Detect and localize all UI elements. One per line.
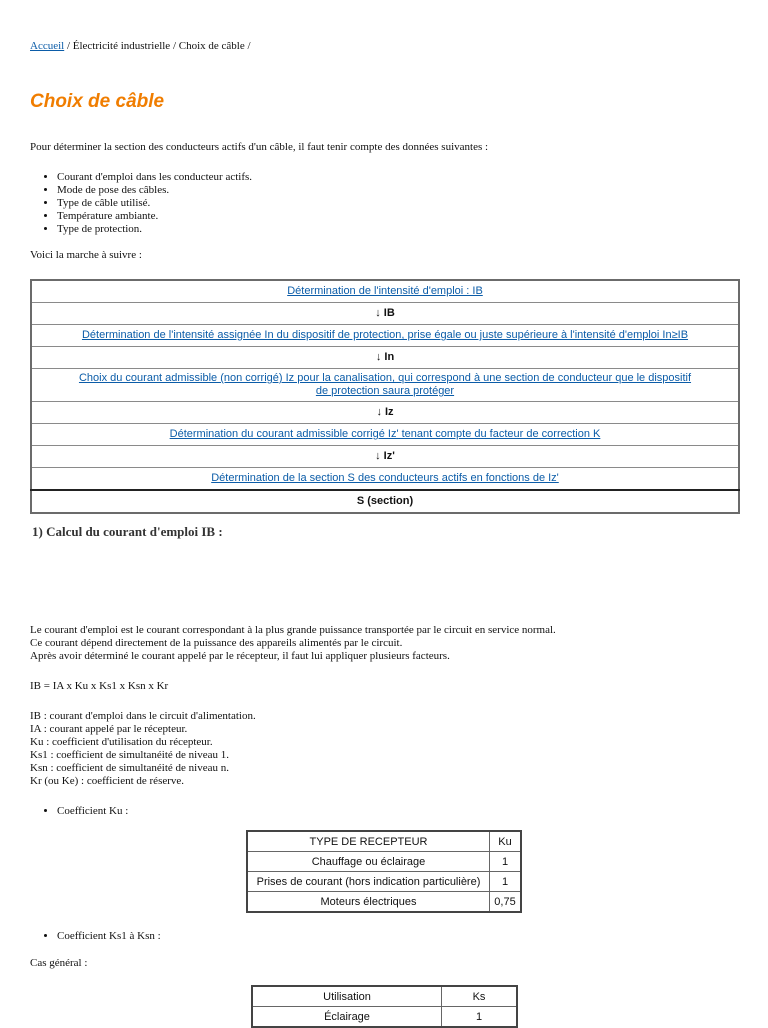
breadcrumb	[30, 40, 251, 52]
steps-table	[30, 279, 740, 514]
ku-table	[246, 830, 522, 913]
ks-bullet	[30, 930, 161, 942]
list-item: • Coefficient Ku :	[57, 805, 128, 817]
list-item: • Type de protection.	[57, 223, 252, 236]
list-item: • Mode de pose des câbles.	[57, 184, 252, 197]
table-row	[247, 872, 521, 892]
step-link-iz-corrected[interactable]: Détermination du courant admissible corrigé Iz' tenant compte du facteur de correction K	[31, 424, 739, 446]
cas-general-label: Cas général :	[30, 957, 88, 969]
step-link-in[interactable]: Détermination de l'intensité assignée In du dispositif de protection, prise égale ou juste supérieure à l'intensité d'emploi In≥IB	[31, 325, 739, 347]
ks-table	[251, 985, 518, 1028]
table-header: Ks	[442, 986, 518, 1007]
ib-description	[30, 624, 556, 663]
paragraph-line: Après avoir déterminé le courant appelé par le récepteur, il faut lui appliquer plusieurs facteurs.	[30, 650, 450, 662]
ib-formula: IB = IA x Ku x Ks1 x Ksn x Kr	[30, 680, 169, 692]
definition-line: Ku : coefficient d'utilisation du récepteur.	[30, 736, 213, 748]
table-header-row	[252, 986, 517, 1007]
breadcrumb-home-link[interactable]: Accueil	[30, 40, 65, 52]
formula-definitions	[30, 710, 256, 788]
step-arrow-iz-prime: ↓ Iz'	[31, 446, 739, 468]
table-cell: 1	[442, 1007, 518, 1028]
paragraph-line: Ce courant dépend directement de la puissance des appareils alimentés par le circuit.	[30, 637, 403, 649]
table-row	[247, 852, 521, 872]
definition-line: IB : courant d'emploi dans le circuit d'alimentation.	[30, 710, 256, 722]
table-cell: 0,75	[490, 892, 522, 913]
definition-line: Ksn : coefficient de simultanéité de niveau n.	[30, 762, 229, 774]
step-arrow-in: ↓ In	[31, 347, 739, 369]
table-cell: 1	[490, 872, 522, 892]
list-item: • Courant d'emploi dans les conducteur actifs.	[57, 171, 252, 184]
table-cell: 1	[490, 852, 522, 872]
table-cell: Moteurs électriques	[247, 892, 490, 913]
table-header: TYPE DE RECEPTEUR	[247, 831, 490, 852]
definition-line: IA : courant appelé par le récepteur.	[30, 723, 188, 735]
list-item: • Température ambiante.	[57, 210, 252, 223]
factors-list	[30, 171, 252, 236]
step-arrow-iz: ↓ Iz	[31, 402, 739, 424]
table-cell: Éclairage	[252, 1007, 442, 1028]
section-heading-ib: 1) Calcul du courant d'emploi IB :	[32, 524, 223, 539]
table-header: Utilisation	[252, 986, 442, 1007]
breadcrumb-path: / Électricité industrielle / Choix de câble /	[64, 40, 251, 52]
table-row	[247, 892, 521, 913]
table-header: Ku	[490, 831, 522, 852]
step-link-ib[interactable]: Détermination de l'intensité d'emploi : IB	[31, 280, 739, 303]
list-item: • Coefficient Ks1 à Ksn :	[57, 930, 161, 942]
step-arrow-ib: ↓ IB	[31, 303, 739, 325]
definition-line: Ks1 : coefficient de simultanéité de niveau 1.	[30, 749, 229, 761]
intro-text: Pour déterminer la section des conducteurs actifs d'un câble, il faut tenir compte des données suivantes :	[30, 141, 489, 153]
step-link-section[interactable]: Détermination de la section S des conducteurs actifs en fonctions de Iz'	[31, 468, 739, 491]
paragraph-line: Le courant d'emploi est le courant correspondant à la plus grande puissance transportée par le circuit en service normal.	[30, 624, 556, 636]
table-header-row	[247, 831, 521, 852]
steps-intro: Voici la marche à suivre :	[30, 249, 142, 261]
definition-line: Kr (ou Ke) : coefficient de réserve.	[30, 775, 185, 787]
table-cell: Prises de courant (hors indication particulière)	[247, 872, 490, 892]
ku-bullet	[30, 805, 128, 817]
list-item: • Type de câble utilisé.	[57, 197, 252, 210]
table-cell: Chauffage ou éclairage	[247, 852, 490, 872]
step-final-section: S (section)	[31, 490, 739, 513]
page-title: Choix de câble	[30, 91, 165, 112]
step-link-iz[interactable]: Choix du courant admissible (non corrigé) Iz pour la canalisation, qui correspond à une section de conducteur que le dispositif de protection saura protéger	[31, 369, 739, 402]
